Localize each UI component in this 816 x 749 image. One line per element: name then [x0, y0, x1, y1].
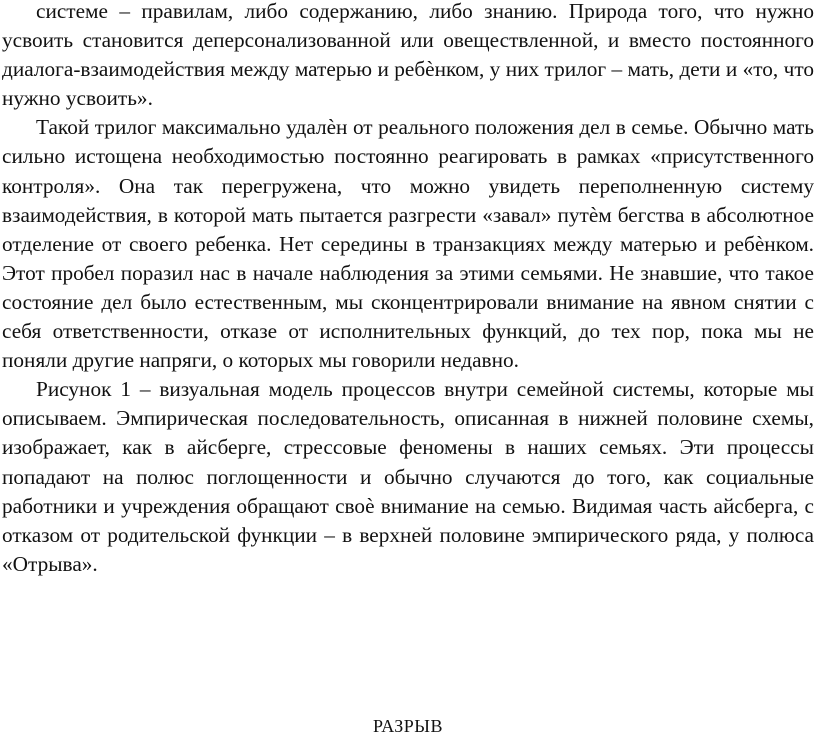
paragraph-figure-description: Рисунок 1 – визуальная модель процессов внутри семейной системы, которые мы описываем. Эмпирическая последовательность, описанная в нижней половине схемы, изображает, как в айсберге, стрессовые феномены в наших семьях. Эти процессы попадают на полюс поглощенности и обычно случаются до того, как социальные работники и учреждения обращают своѐ внимание на семью. Видимая часть айсберга, с отказом от родительской функции – в верхней половине эмпирического ряда, у полюса «Отрыва». [2, 377, 814, 576]
paragraph-trilog: Такой трилог максимально удалѐн от реального положения дел в семье. Обычно мать сильно истощена необходимостью постоянно реагировать в рамках «присутственного контроля». Она так перегружена, что можно увидеть переполненную систему взаимодействия, в которой мать пытается разгрести «завал» путѐм бегства в абсолютное отделение от своего ребенка. Нет середины в транзакциях между матерью и ребѐнком. Этот пробел поразил нас в начале наблюдения за этими семьями. Не знавшие, что такое состояние дел было естественным, мы сконцентрировали внимание на явном снятии с себя ответственности, отказе от исполнительных функций, до тех пор, пока мы не поняли другие напряги, о которых мы говорили недавно. [2, 115, 814, 373]
section-heading: РАЗРЫВ [373, 716, 443, 736]
paragraph-continuation: системе – правилам, либо содержанию, либо знанию. Природа того, что нужно усвоить становится деперсонализованной или овеществленной, и вместо постоянного диалога-взаимодействия между матерью и ребѐнком, у них трилог – мать, дети и «то, что нужно усвоить». [2, 0, 814, 111]
